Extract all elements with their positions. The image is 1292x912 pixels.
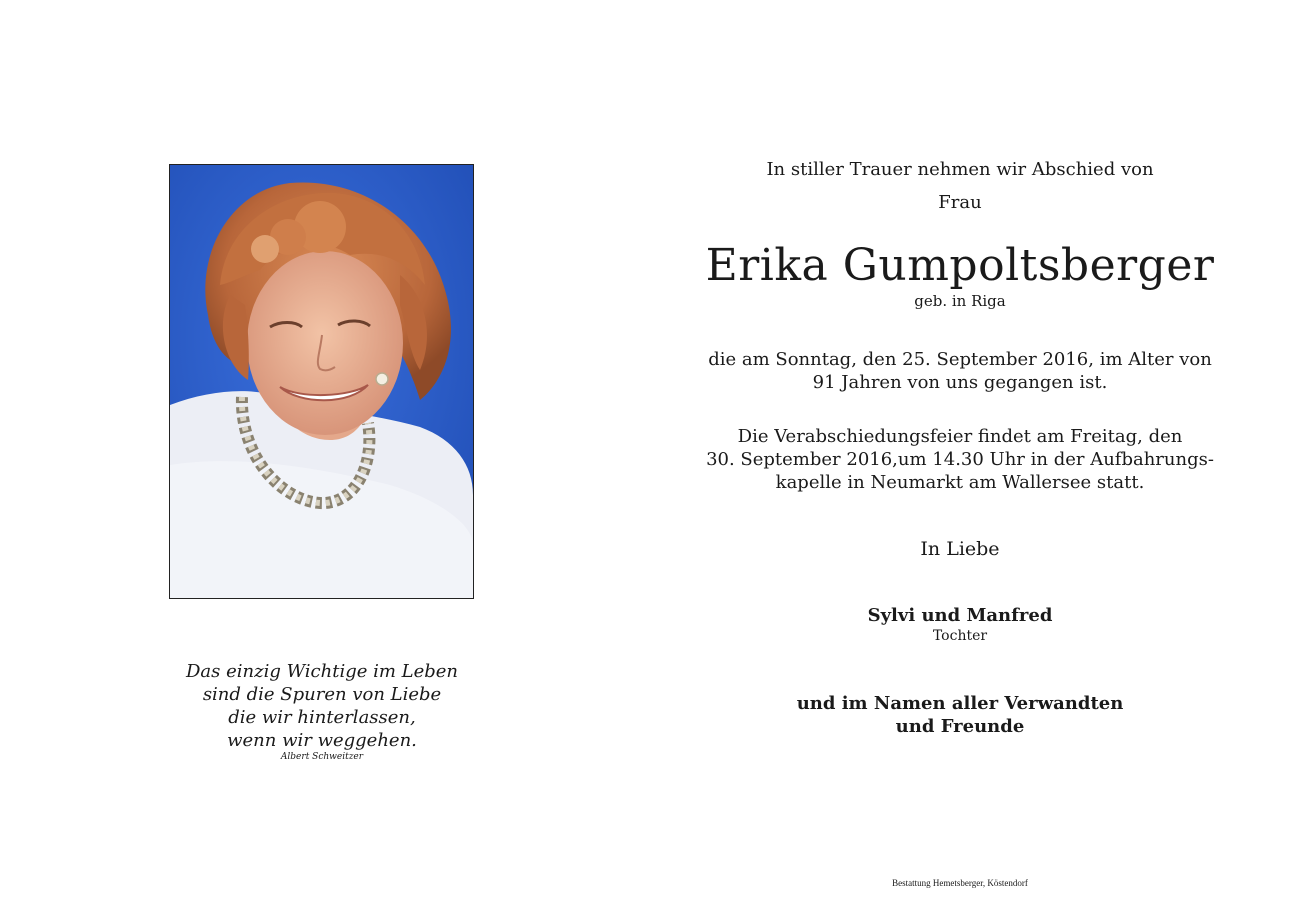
quote-line: die wir hinterlassen, bbox=[228, 707, 416, 728]
ceremony-info bbox=[700, 425, 1220, 494]
death-info-line: 91 Jahren von uns gegangen ist. bbox=[812, 372, 1108, 393]
relatives-text: und Freunde bbox=[895, 716, 1025, 737]
mourners-relation: Tochter bbox=[932, 628, 988, 644]
ceremony-info-line: kapelle in Neumarkt am Wallersee statt. bbox=[775, 472, 1145, 493]
quote-line: sind die Spuren von Liebe bbox=[202, 684, 442, 705]
portrait-photo-icon bbox=[170, 165, 473, 598]
birth-info: geb. in Riga bbox=[914, 292, 1006, 310]
death-info-line: die am Sonntag, den 25. September 2016, im Alter von bbox=[708, 349, 1212, 370]
relatives-text: und im Namen aller Verwandten bbox=[796, 693, 1124, 714]
quote-line: Das einzig Wichtige im Leben bbox=[185, 661, 459, 682]
deceased-name: Erika Gumpoltsberger bbox=[705, 240, 1215, 291]
memorial-quote bbox=[172, 660, 472, 762]
mourners-names: Sylvi und Manfred bbox=[867, 605, 1053, 626]
closing-phrase: In Liebe bbox=[920, 538, 1000, 560]
notice-salutation: Frau bbox=[938, 192, 982, 213]
quote-line: wenn wir weggehen. bbox=[227, 730, 417, 751]
death-info bbox=[700, 348, 1220, 394]
ceremony-info-line: Die Verabschiedungsfeier findet am Freitag, den bbox=[737, 426, 1183, 447]
portrait-photo bbox=[169, 164, 474, 599]
notice-intro: In stiller Trauer nehmen wir Abschied von bbox=[766, 159, 1154, 180]
relatives-line bbox=[700, 692, 1220, 738]
ceremony-info-line: 30. September 2016,um 14.30 Uhr in der Aufbahrungs- bbox=[706, 449, 1214, 470]
undertaker-credit: Bestattung Hemetsberger, Köstendorf bbox=[892, 878, 1028, 888]
quote-author: Albert Schweitzer bbox=[280, 752, 364, 762]
